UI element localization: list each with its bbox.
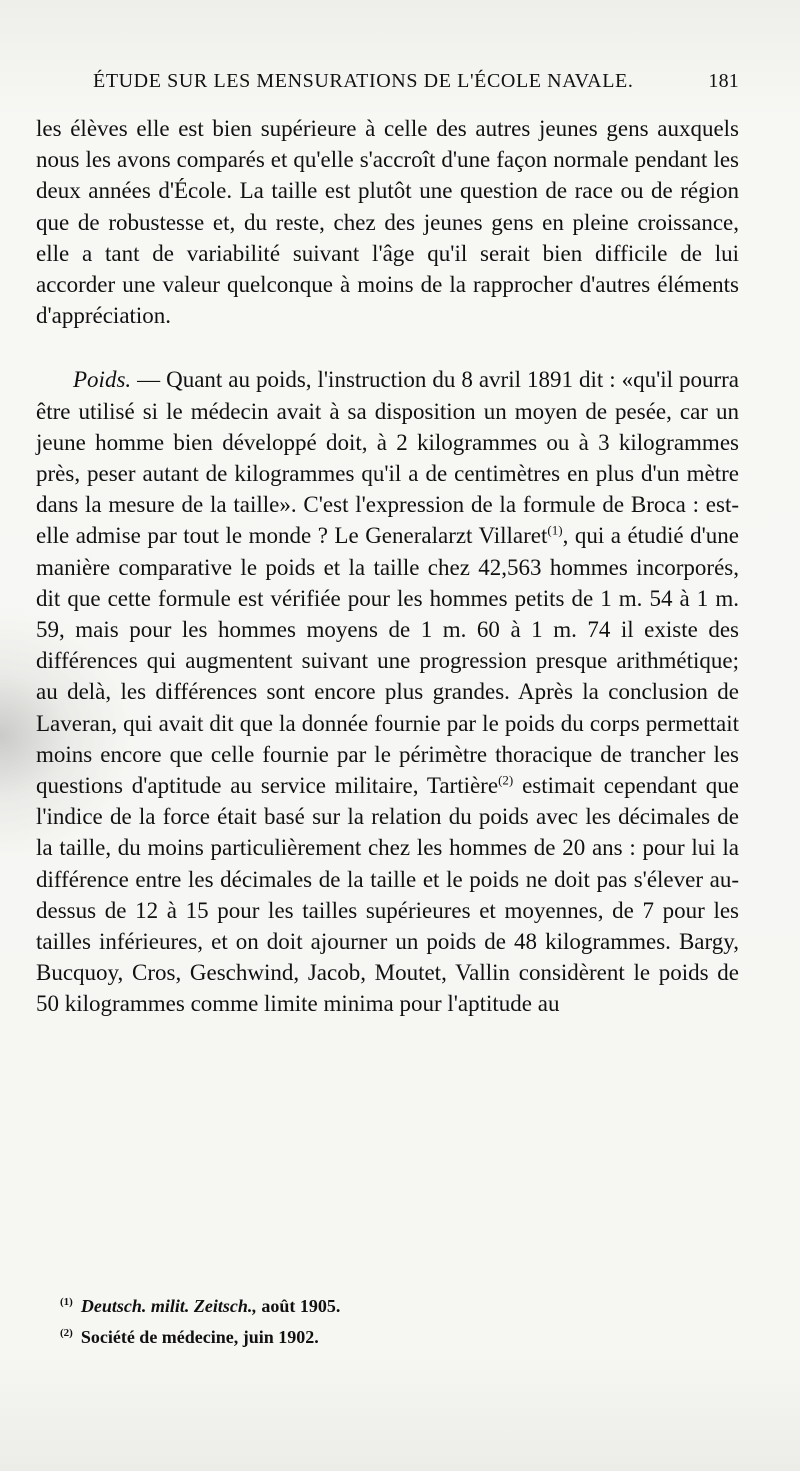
footnote-text: Société de médecine, juin 1902.	[80, 1327, 319, 1347]
paragraph-poids-part-b: , qui a étudié d'une manière comparative le poids et la taille chez 42,563 hommes incorporés, dit que cette formule est vérifiée pour les hommes petits de 1 m. 54 à 1 m. 59, mais pour les hommes moyens de 1 m. 60 à 1 m. 74 il existe des différences qui augmentent suivant une progression presque arithmétique; au delà, les différences sont encore plus grandes. Après la conclusion de Laveran, qui avait dit que la donnée fournie par le poids du corps permettait moins encore que celle fournie par le périmètre thoracique de trancher les questions d'aptitude au service militaire, Tartière	[36, 523, 739, 799]
page-number: 181	[708, 70, 739, 92]
footnote-2	[60, 1322, 740, 1353]
paragraph-poids	[36, 364, 739, 1019]
footnote-ref-1[interactable]: (1)	[547, 522, 563, 538]
footnote-marker: (1)	[60, 1296, 73, 1308]
running-title: ÉTUDE SUR LES MENSURATIONS DE L'ÉCOLE NAVALE.	[93, 70, 634, 92]
running-header	[93, 70, 739, 93]
footnote-1	[60, 1291, 740, 1322]
footnote-source: Deutsch. milit. Zeitsch.,	[80, 1296, 257, 1316]
paragraph-poids-part-c: estimait cependant que l'indice de la force était basé sur la relation du poids avec les décimales de la taille, du moins particulièrement chez les hommes de 20 ans : pour lui la différence entre les décimales de la taille et le poids ne doit pas s'élever au-dessus de 12 à 15 pour les tailles supérieures et moyennes, de 7 pour les tailles inférieures, et on doit ajourner un poids de 48 kilogrammes. Bargy, Bucquoy, Cros, Geschwind, Jacob, Moutet, Vallin considèrent le poids de 50 kilogrammes comme limite minima pour l'aptitude au	[36, 773, 739, 1017]
footnotes	[60, 1291, 740, 1353]
footnote-text: août 1905.	[256, 1296, 341, 1316]
body-text	[36, 113, 739, 1020]
paragraph-taille: les élèves elle est bien supérieure à celle des autres jeunes gens auxquels nous les avons comparés et qu'elle s'accroît d'une façon normale pendant les deux années d'École. La taille est plutôt une question de race ou de région que de robustesse et, du reste, chez des jeunes gens en pleine croissance, elle a tant de variabilité suivant l'âge qu'il serait bien difficile de lui accorder une valeur quelconque à moins de la rapprocher d'autres éléments d'appréciation.	[36, 116, 739, 329]
paragraph-poids-part-a: — Quant au poids, l'instruction du 8 avril 1891 dit : «qu'il pourra être utilisé si le médecin avait à sa disposition un moyen de pesée, car un jeune homme bien développé doit, à 2 kilogrammes ou à 3 kilogrammes près, peser autant de kilogrammes qu'il a de centimètres en plus d'un mètre dans la mesure de la taille». C'est l'expression de la formule de Broca : est-elle admise par tout le monde ? Le Generalarzt Villaret	[36, 367, 739, 549]
footnote-ref-2[interactable]: (2)	[498, 772, 514, 788]
section-label-poids: Poids.	[73, 367, 132, 393]
footnote-marker: (2)	[60, 1327, 73, 1339]
